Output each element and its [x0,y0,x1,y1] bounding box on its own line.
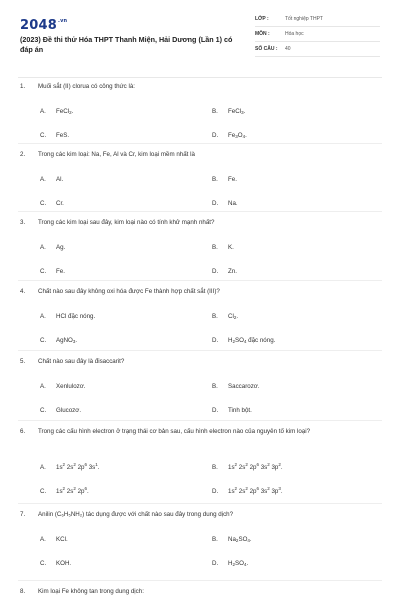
question-text: Anilin (C₆H₅NH₂) tác dụng được với chất nào sau đây trong dung dịch? [38,511,234,518]
option-letter: B. [212,536,218,543]
question-number: 1. [20,83,26,90]
option-c[interactable] [40,267,65,277]
exam-title: (2023) Đề thi thử Hóa THPT Thanh Miện, Hải Dương (Lần 1) có đáp án [20,35,233,54]
question-divider [18,211,382,212]
question-5 [20,357,382,414]
option-text: Na. [228,200,238,207]
option-letter: C. [40,132,47,139]
logo-suffix: .vn [57,18,68,24]
question-text: Trong các kim loại: Na, Fe, Al và Cr, kim loại mềm nhất là [38,151,195,158]
question-text: Kim loại Fe không tan trong dung dịch: [38,588,144,595]
question-divider [18,580,382,581]
question-text: Trong các cấu hình electron ở trạng thái cơ bản sau, cấu hình electron nào của nguyên tố kim loại? [38,428,311,435]
option-letter: C. [40,560,47,567]
option-letter: B. [212,108,218,115]
meta-grade-value: Tốt nghiệp THPT [285,16,323,22]
option-b[interactable] [212,243,234,253]
option-letter: A. [40,383,46,390]
meta-subject-value: Hóa học [285,31,304,37]
option-text: $Cl_2$. [228,313,239,320]
option-letter: A. [40,176,46,183]
option-c[interactable] [40,484,89,497]
option-text: FeCl$_2$. [56,108,74,115]
option-text: Cr. [56,200,64,207]
question-number: 6. [20,428,26,435]
option-text: Saccarozơ. [228,383,260,390]
option-a[interactable] [40,312,95,322]
question-3 [20,218,382,275]
option-letter: D. [212,407,219,414]
option-text: Tinh bột. [228,407,252,414]
option-d[interactable] [212,131,247,142]
question-number: 2. [20,151,26,158]
option-letter: B. [212,244,218,251]
option-b[interactable] [212,460,283,473]
option-text: FeCl$_3$. [228,108,246,115]
option-letter: A. [40,244,46,251]
question-text: Chất nào sau đây là đisaccarit? [38,358,125,365]
option-a[interactable] [40,175,63,185]
site-logo[interactable] [20,18,67,33]
option-b[interactable] [212,107,245,118]
option-a[interactable] [40,107,73,118]
option-text: FeS. [56,132,70,139]
option-text: Fe. [228,176,237,183]
option-text: $1s^2$ $2s^2$ $2p^6$ $3s^2$ $3p^2$. [228,462,283,471]
option-d[interactable] [212,199,238,209]
option-text: Ag. [56,244,66,251]
option-d[interactable] [212,406,252,416]
question-number: 4. [20,288,26,295]
option-text: Glucozơ. [56,407,82,414]
option-text: $1s^2$ $2s^2$ $2p^6$ $3s^2$ $3p^3$. [228,486,283,495]
option-b[interactable] [212,382,260,392]
option-letter: C. [40,488,47,495]
option-text: $H_2SO_4$. [228,560,249,567]
option-text: $H_2SO_4$ đặc nóng. [228,337,276,344]
question-divider [18,143,382,144]
option-d[interactable] [212,484,283,497]
option-c[interactable] [40,406,81,416]
option-c[interactable] [40,559,71,569]
option-c[interactable] [40,131,69,141]
option-c[interactable] [40,336,77,347]
option-text: KCl. [56,536,68,543]
meta-subject [255,28,380,42]
option-b[interactable] [212,175,237,185]
option-a[interactable] [40,535,68,545]
option-text: K. [228,244,234,251]
option-text: Al. [56,176,64,183]
meta-count-key: SỐ CÂU : [255,46,278,52]
option-b[interactable] [212,312,238,323]
option-letter: D. [212,560,219,567]
option-text: Fe. [56,268,65,275]
meta-subject-key: MÔN : [255,31,270,37]
header-divider [18,77,382,78]
question-4 [20,287,382,344]
meta-grade-key: LỚP : [255,16,269,22]
question-number: 5. [20,358,26,365]
question-1 [20,82,382,139]
option-text: $1s^2$ $2s^2$ $2p^6$ $3s^1$. [56,462,100,471]
option-letter: A. [40,536,46,543]
question-8 [20,587,382,597]
option-letter: A. [40,313,46,320]
logo-text: 2048 [20,18,57,33]
question-text: Muối sắt (II) clorua có công thức là: [38,83,135,90]
option-letter: D. [212,337,219,344]
option-letter: D. [212,132,219,139]
meta-grade [255,13,380,27]
option-text: AgNO$_3$. [56,337,78,344]
option-a[interactable] [40,243,65,253]
question-number: 8. [20,588,26,595]
option-letter: B. [212,383,218,390]
question-divider [18,420,382,421]
option-letter: A. [40,464,46,471]
option-letter: C. [40,268,47,275]
option-text: HCl đặc nóng. [56,313,96,320]
meta-count [255,43,380,57]
option-text: Xenlulozơ. [56,383,86,390]
question-number: 7. [20,511,26,518]
question-2 [20,150,382,207]
option-d[interactable] [212,559,248,570]
option-text: Zn. [228,268,237,275]
option-letter: B. [212,464,218,471]
option-letter: B. [212,176,218,183]
option-letter: B. [212,313,218,320]
option-d[interactable] [212,267,237,277]
option-letter: C. [40,200,47,207]
page-header [0,0,400,70]
question-text: Chất nào sau đây không oxi hóa được Fe thành hợp chất sắt (III)? [38,288,220,295]
option-text: $Na_2SO_4$. [228,536,252,543]
option-text: KOH. [56,560,72,567]
question-text: Trong các kim loại sau đây, kim loại nào có tính khử mạnh nhất? [38,219,215,226]
option-text: $Fe_3O_4$. [228,132,247,139]
option-a[interactable] [40,382,86,392]
option-text: $1s^2$ $2s^2$ $2p^6$. [56,486,89,495]
option-c[interactable] [40,199,64,209]
option-a[interactable] [40,460,99,473]
option-letter: D. [212,200,219,207]
option-letter: C. [40,337,47,344]
option-b[interactable] [212,535,252,546]
meta-count-value: 40 [285,46,291,52]
question-6 [20,427,382,495]
question-7 [20,510,382,567]
question-number: 3. [20,219,26,226]
option-letter: C. [40,407,47,414]
option-letter: A. [40,108,46,115]
question-divider [18,280,382,281]
question-divider [18,350,382,351]
question-divider [18,503,382,504]
option-letter: D. [212,488,219,495]
option-letter: D. [212,268,219,275]
option-d[interactable] [212,336,275,347]
